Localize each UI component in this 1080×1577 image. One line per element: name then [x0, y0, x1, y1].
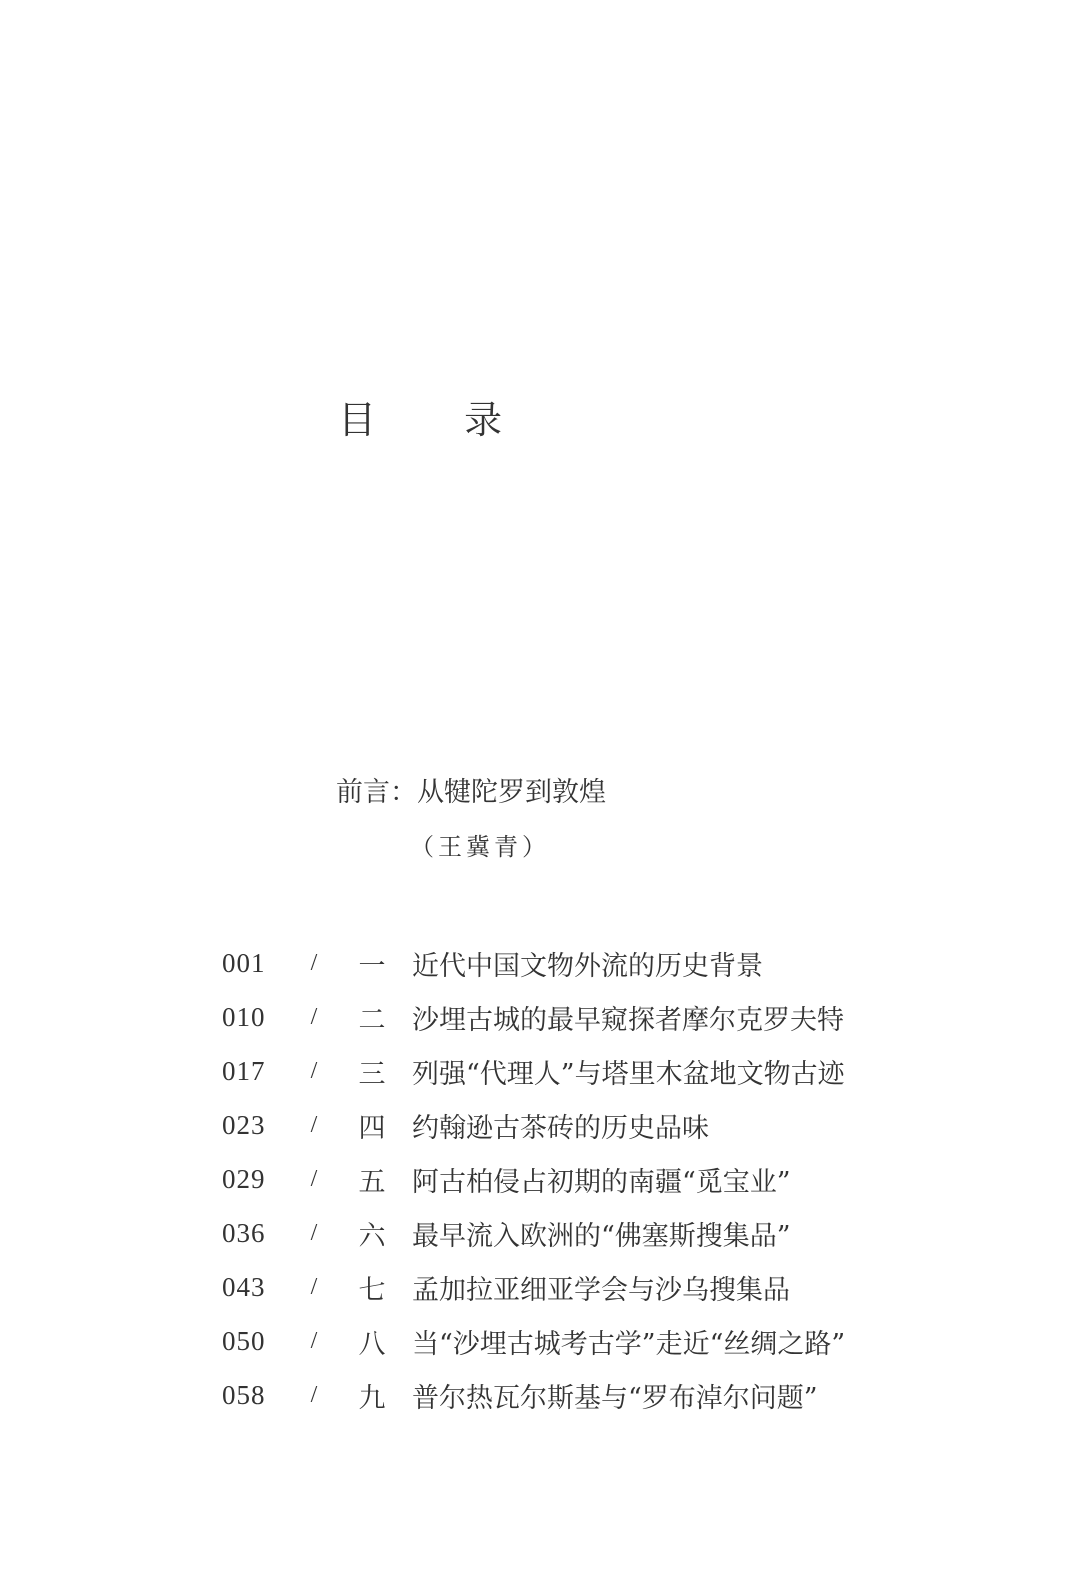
toc-chapter-title: 沙埋古城的最早窥探者摩尔克罗夫特	[412, 1004, 844, 1036]
toc-page-number: 010	[222, 1001, 266, 1032]
toc-page-number: 058	[222, 1379, 266, 1410]
preface-author: （王冀青）	[410, 833, 550, 861]
toc-separator: /	[310, 1327, 318, 1354]
toc-page-number: 050	[222, 1325, 266, 1356]
toc-entry-5[interactable]	[222, 1152, 1042, 1206]
toc-entry-8[interactable]	[222, 1314, 1042, 1368]
toc-chapter-number: 四	[358, 1112, 386, 1144]
toc-chapter-title: 阿古柏侵占初期的南疆“觅宝业”	[412, 1166, 791, 1198]
toc-separator: /	[310, 1111, 318, 1138]
preface-title[interactable]: 前言：从犍陀罗到敦煌	[336, 777, 606, 808]
toc-page-number: 001	[222, 947, 266, 978]
toc-chapter-number: 一	[358, 950, 386, 982]
toc-chapter-title: 近代中国文物外流的历史背景	[412, 950, 763, 982]
toc-chapter-number: 九	[358, 1382, 386, 1414]
toc-heading: 目 录	[338, 398, 541, 442]
toc-chapter-title: 约翰逊古茶砖的历史品味	[412, 1112, 709, 1144]
toc-separator: /	[310, 1057, 318, 1084]
toc-page-number: 029	[222, 1163, 266, 1194]
toc-chapter-title: 列强“代理人”与塔里木盆地文物古迹	[412, 1058, 845, 1090]
toc-entry-7[interactable]	[222, 1260, 1042, 1314]
toc-page-number: 017	[222, 1055, 266, 1086]
toc-separator: /	[310, 1273, 318, 1300]
toc-chapter-title: 最早流入欧洲的“佛塞斯搜集品”	[412, 1220, 791, 1252]
toc-entry-2[interactable]	[222, 990, 1042, 1044]
toc-list	[222, 936, 1042, 1422]
toc-chapter-number: 六	[358, 1220, 386, 1252]
toc-chapter-title: 孟加拉亚细亚学会与沙乌搜集品	[412, 1274, 790, 1306]
toc-entry-1[interactable]	[222, 936, 1042, 990]
toc-separator: /	[310, 1003, 318, 1030]
toc-chapter-number: 三	[358, 1058, 386, 1090]
toc-entry-9[interactable]	[222, 1368, 1042, 1422]
toc-entry-4[interactable]	[222, 1098, 1042, 1152]
toc-separator: /	[310, 1381, 318, 1408]
toc-separator: /	[310, 1165, 318, 1192]
toc-chapter-number: 七	[358, 1274, 386, 1306]
toc-page-number: 023	[222, 1109, 266, 1140]
toc-chapter-title: 普尔热瓦尔斯基与“罗布淖尔问题”	[412, 1382, 818, 1414]
toc-entry-6[interactable]	[222, 1206, 1042, 1260]
toc-chapter-number: 八	[358, 1328, 386, 1360]
toc-separator: /	[310, 1219, 318, 1246]
toc-chapter-title: 当“沙埋古城考古学”走近“丝绸之路”	[412, 1328, 846, 1360]
toc-chapter-number: 二	[358, 1004, 386, 1036]
toc-entry-3[interactable]	[222, 1044, 1042, 1098]
toc-page-number: 043	[222, 1271, 266, 1302]
toc-separator: /	[310, 949, 318, 976]
toc-page-number: 036	[222, 1217, 266, 1248]
toc-chapter-number: 五	[358, 1166, 386, 1198]
